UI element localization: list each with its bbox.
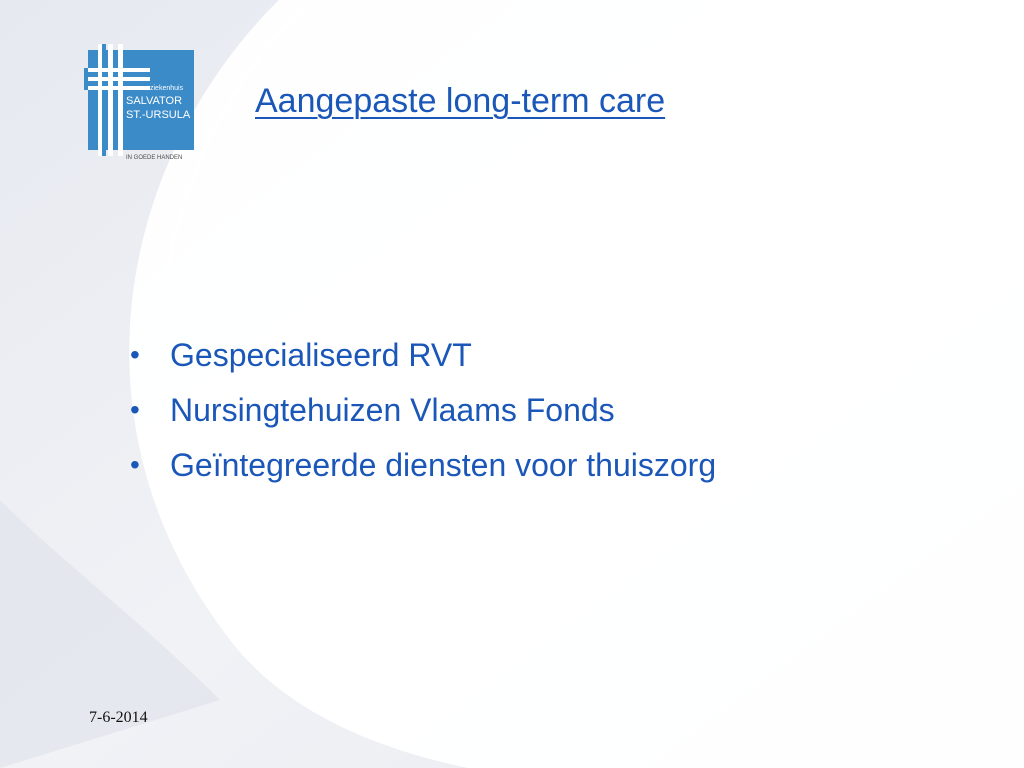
logo-small-text: ziekenhuis (150, 85, 184, 92)
bullet-text: Nursingtehuizen Vlaams Fonds (170, 392, 615, 428)
bullet-marker: • (130, 394, 140, 425)
list-item (130, 385, 716, 440)
bullet-text: Gespecialiseerd RVT (170, 337, 472, 373)
logo-tagline: IN GOEDE HANDEN (126, 155, 183, 161)
footer-date: 7-6-2014 (89, 709, 148, 726)
list-item (130, 440, 716, 495)
bullet-marker: • (130, 339, 140, 370)
list-item (130, 330, 716, 385)
logo-name-line1: SALVATOR (126, 95, 183, 107)
logo-name-line2: ST.-URSULA (126, 109, 191, 121)
bullet-marker: • (130, 449, 140, 480)
bullet-list (130, 330, 716, 495)
bullet-text: Geïntegreerde diensten voor thuiszorg (170, 447, 717, 483)
slide-title: Aangepaste long-term care (255, 82, 666, 120)
hospital-logo (84, 44, 196, 162)
